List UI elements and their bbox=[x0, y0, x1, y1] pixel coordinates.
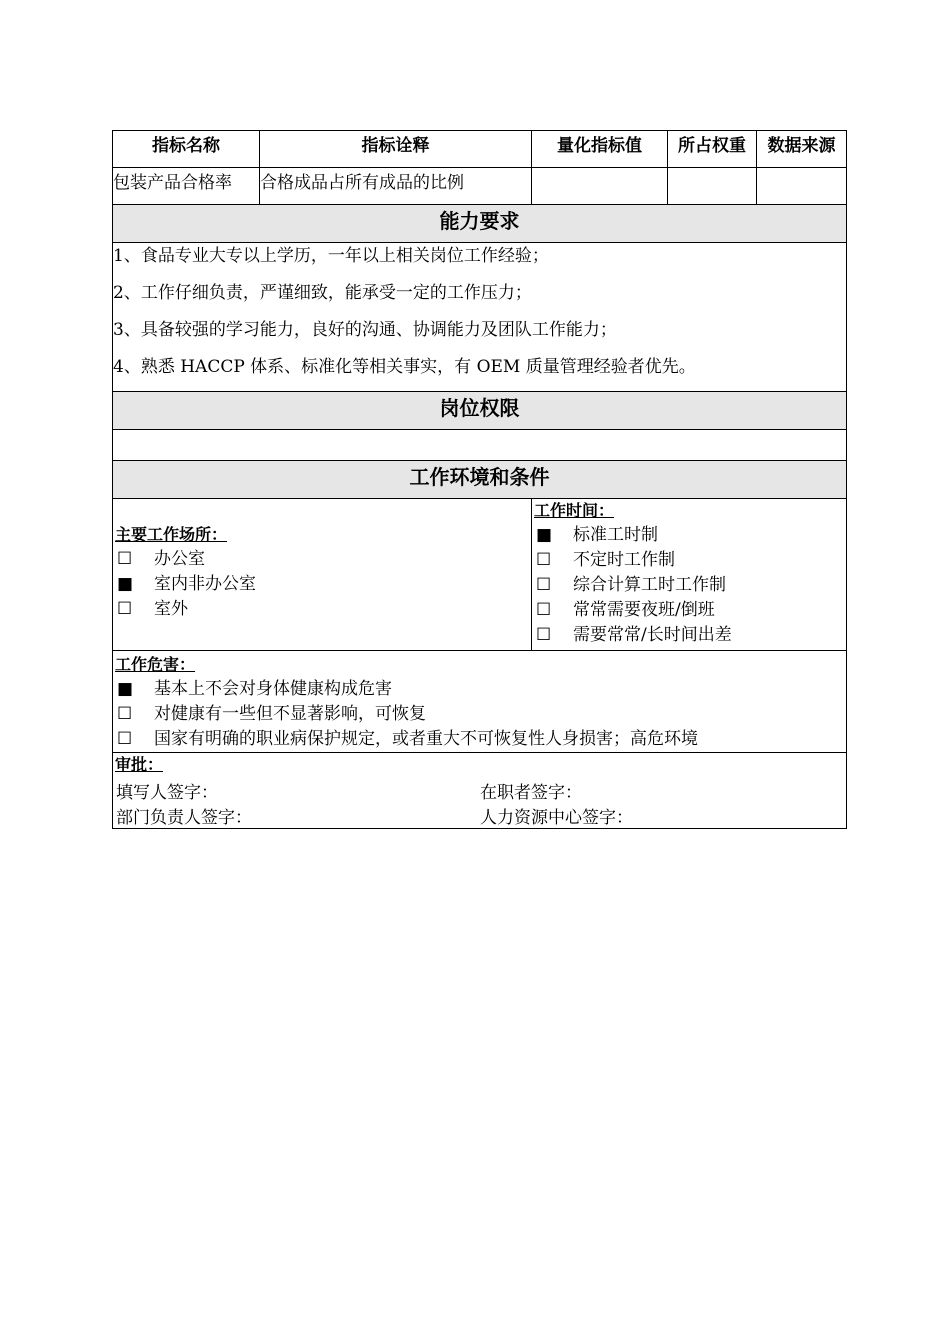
option-label: 不定时工作制 bbox=[573, 550, 675, 570]
checkbox-icon: ■ bbox=[117, 679, 134, 699]
worktime-label: 工作时间： bbox=[534, 501, 615, 520]
kpi-header-explanation: 指标诠释 bbox=[260, 131, 532, 168]
checkbox-icon: ☐ bbox=[536, 575, 552, 595]
hazard-option bbox=[113, 727, 846, 752]
option-label: 室外 bbox=[154, 599, 188, 619]
option-label: 需要常常/长时间出差 bbox=[573, 625, 732, 645]
dept-head-signature: 部门负责人签字： bbox=[116, 808, 252, 828]
ability-item: 1、食品专业大专以上学历，一年以上相关岗位工作经验； bbox=[113, 246, 549, 266]
worktime-option bbox=[532, 623, 846, 648]
worktime-cell bbox=[532, 499, 847, 651]
kpi-header-source: 数据来源 bbox=[757, 131, 847, 168]
checkbox-icon: ■ bbox=[117, 574, 134, 594]
environment-row bbox=[113, 499, 847, 651]
approval-label: 审批： bbox=[115, 755, 164, 774]
ability-requirements-cell bbox=[113, 243, 847, 392]
checkbox-icon: ☐ bbox=[536, 550, 552, 570]
workplace-label: 主要工作场所： bbox=[115, 525, 228, 544]
worktime-option bbox=[532, 573, 846, 598]
ability-item: 3、具备较强的学习能力，良好的沟通、协调能力及团队工作能力； bbox=[113, 320, 617, 340]
ability-item: 4、熟悉 HACCP 体系、标准化等相关事实，有 OEM 质量管理经验者优先。 bbox=[113, 357, 696, 377]
hazard-cell bbox=[113, 651, 847, 753]
hazard-label: 工作危害： bbox=[115, 655, 196, 674]
ability-item: 2、工作仔细负责，严谨细致，能承受一定的工作压力； bbox=[113, 283, 532, 303]
filler-signature: 填写人签字： bbox=[116, 783, 218, 803]
kpi-cell-source bbox=[757, 168, 847, 205]
workplace-cell bbox=[113, 499, 532, 651]
ability-section-header bbox=[113, 205, 847, 243]
environment-section-header bbox=[113, 461, 847, 499]
workplace-option bbox=[113, 572, 531, 597]
hr-center-signature: 人力资源中心签字： bbox=[480, 808, 633, 828]
checkbox-icon: ■ bbox=[536, 525, 553, 545]
worktime-option bbox=[532, 548, 846, 573]
kpi-cell-weight bbox=[668, 168, 757, 205]
option-label: 综合计算工时工作制 bbox=[573, 575, 726, 595]
kpi-header-name: 指标名称 bbox=[113, 131, 260, 168]
checkbox-icon: ☐ bbox=[536, 600, 552, 620]
kpi-cell-value bbox=[532, 168, 668, 205]
checkbox-icon: ☐ bbox=[117, 549, 133, 569]
authority-content-row bbox=[113, 430, 847, 461]
hazard-option bbox=[113, 677, 846, 702]
authority-title: 岗位权限 bbox=[113, 392, 847, 430]
kpi-header-value: 量化指标值 bbox=[532, 131, 668, 168]
checkbox-icon: ☐ bbox=[117, 704, 133, 724]
ability-requirements-row bbox=[113, 243, 847, 392]
workplace-option bbox=[113, 547, 531, 572]
option-label: 常常需要夜班/倒班 bbox=[573, 600, 715, 620]
incumbent-signature: 在职者签字： bbox=[480, 783, 582, 803]
option-label: 国家有明确的职业病保护规定，或者重大不可恢复性人身损害；高危环境 bbox=[154, 729, 698, 749]
checkbox-icon: ☐ bbox=[117, 729, 133, 749]
checkbox-icon: ☐ bbox=[536, 625, 552, 645]
job-description-table bbox=[112, 130, 847, 829]
kpi-header-row bbox=[113, 131, 847, 168]
option-label: 标准工时制 bbox=[573, 525, 658, 545]
authority-section-header bbox=[113, 392, 847, 430]
kpi-cell-explanation: 合格成品占所有成品的比例 bbox=[260, 168, 532, 205]
ability-title: 能力要求 bbox=[113, 205, 847, 243]
approval-row bbox=[113, 753, 847, 829]
option-label: 对健康有一些但不显著影响，可恢复 bbox=[154, 704, 426, 724]
authority-content bbox=[113, 430, 847, 461]
checkbox-icon: ☐ bbox=[117, 599, 133, 619]
option-label: 室内非办公室 bbox=[154, 574, 256, 594]
option-label: 基本上不会对身体健康构成危害 bbox=[154, 679, 392, 699]
worktime-option bbox=[532, 523, 846, 548]
kpi-row bbox=[113, 168, 847, 205]
option-label: 办公室 bbox=[154, 549, 205, 569]
approval-cell bbox=[113, 753, 847, 829]
environment-title: 工作环境和条件 bbox=[113, 461, 847, 499]
kpi-header-weight: 所占权重 bbox=[668, 131, 757, 168]
hazard-option bbox=[113, 702, 846, 727]
workplace-option bbox=[113, 597, 531, 622]
worktime-option bbox=[532, 598, 846, 623]
kpi-cell-name: 包装产品合格率 bbox=[113, 168, 260, 205]
hazard-row bbox=[113, 651, 847, 753]
